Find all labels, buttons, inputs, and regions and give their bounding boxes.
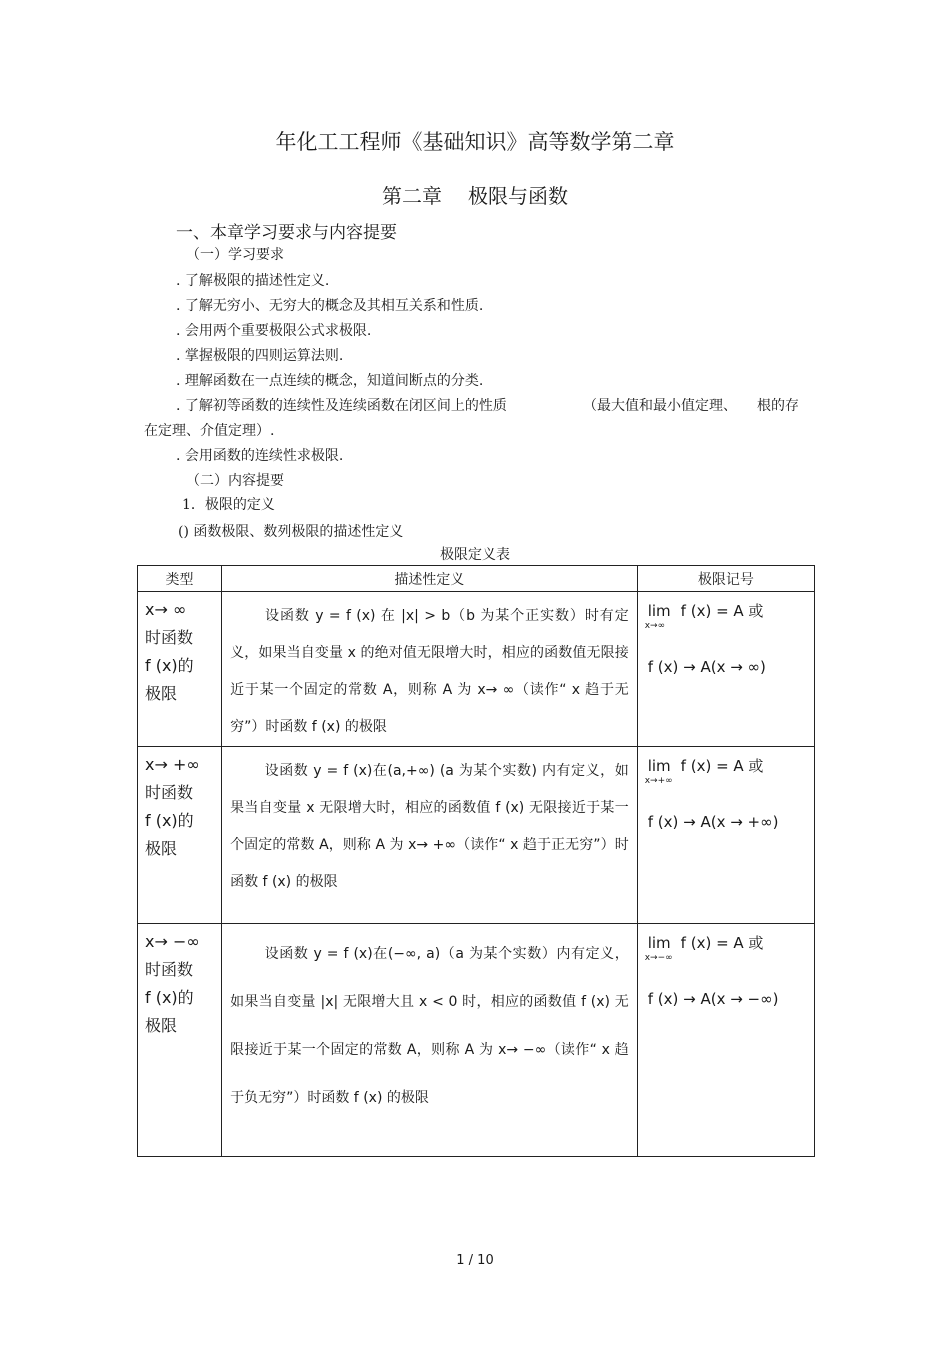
table-row [138, 747, 815, 924]
notation-line: f (x) = A 或 [680, 602, 764, 620]
type-line: f (x)的 [145, 988, 194, 1007]
requirement-item: . 了解初等函数的连续性及连续函数在闭区间上的性质 [176, 398, 507, 414]
notation-line: f (x) → A(x → +∞) [647, 813, 779, 831]
limit-definition-table [137, 565, 815, 1157]
type-line: f (x)的 [145, 811, 194, 830]
requirement-item-part: 根的存 [757, 398, 799, 414]
description-text: 设函数 y = f (x) 在 |x| > b（b 为某个正实数）时有定义，如果当自变量 x 的绝对值无限增大时，相应的函数值无限接近于某一个固定的常数 A，则称 A 为 x→ ∞（读作“ x 趋于无穷”）时函数 f (x) 的极限 [230, 608, 629, 735]
item-subheading: () 函数极限、数列极限的描述性定义 [178, 524, 404, 540]
requirement-item: . 了解极限的描述性定义. [176, 273, 330, 289]
type-cell [138, 924, 222, 1157]
table-row [138, 592, 815, 747]
table-row [138, 924, 815, 1157]
requirement-item: . 会用两个重要极限公式求极限. [176, 323, 372, 339]
type-cell [138, 747, 222, 924]
requirement-item: . 掌握极限的四则运算法则. [176, 348, 344, 364]
requirement-item-part: （最大值和最小值定理、 [583, 398, 737, 414]
header-description: 描述性定义 [222, 566, 638, 592]
lim-symbol: lim x→−∞ [644, 934, 673, 963]
requirement-item: . 会用函数的连续性求极限. [176, 448, 344, 464]
requirement-item: . 了解无穷小、无穷大的概念及其相互关系和性质. [176, 298, 484, 314]
type-line: 极限 [145, 839, 178, 858]
page-number: 1 / 10 [456, 1253, 494, 1268]
type-line: 时函数 [145, 960, 194, 979]
type-line: x→ ∞ [145, 600, 187, 619]
description-text: 设函数 y = f (x)在(a,+∞) (a 为某个实数) 内有定义，如果当自变量 x 无限增大时，相应的函数值 f (x) 无限接近于某一个固定的常数 A，则称 A 为 x→ +∞（读作“ x 趋于正无穷”）时函数 f (x) 的极限 [230, 763, 629, 890]
type-line: f (x)的 [145, 656, 194, 675]
chapter-number: 第二章 [382, 184, 442, 208]
notation-line: f (x) → A(x → ∞) [647, 658, 766, 676]
chapter-title: 极限与函数 [468, 184, 568, 208]
subsection-requirements: （一）学习要求 [186, 247, 284, 263]
item-heading: 1．极限的定义 [182, 497, 275, 513]
notation-line: f (x) = A 或 [680, 934, 764, 952]
header-type: 类型 [138, 566, 222, 592]
document-title: 年化工工程师《基础知识》高等数学第二章 [275, 130, 675, 154]
table-header-row [138, 566, 815, 592]
lim-symbol: lim x→∞ [644, 602, 671, 631]
type-line: 时函数 [145, 783, 194, 802]
header-notation: 极限记号 [637, 566, 814, 592]
type-line: x→ +∞ [145, 755, 200, 774]
type-line: 极限 [145, 684, 178, 703]
notation-cell [637, 924, 814, 1157]
type-cell [138, 592, 222, 747]
requirement-item-continued: 在定理、介值定理）. [144, 423, 275, 439]
subsection-summary: （二）内容提要 [186, 473, 284, 489]
notation-cell [637, 592, 814, 747]
notation-cell [637, 747, 814, 924]
section-heading: 一、本章学习要求与内容提要 [176, 223, 397, 243]
notation-line: f (x) = A 或 [680, 757, 764, 775]
description-cell [222, 747, 638, 924]
requirement-item: . 理解函数在一点连续的概念，知道间断点的分类. [176, 373, 484, 389]
notation-line: f (x) → A(x → −∞) [647, 990, 779, 1008]
chapter-heading [0, 180, 950, 209]
type-line: x→ −∞ [145, 932, 200, 951]
description-cell [222, 592, 638, 747]
type-line: 极限 [145, 1016, 178, 1035]
type-line: 时函数 [145, 628, 194, 647]
table-caption: 极限定义表 [440, 547, 510, 563]
lim-symbol: lim x→+∞ [644, 757, 673, 786]
description-text: 设函数 y = f (x)在(−∞, a)（a 为某个实数）内有定义，如果当自变量 |x| 无限增大且 x < 0 时，相应的函数值 f (x) 无限接近于某一个固定的常数 A，则称 A 为 x→ −∞（读作“ x 趋于负无穷”）时函数 f (x) 的极限 [230, 946, 629, 1106]
description-cell [222, 924, 638, 1157]
